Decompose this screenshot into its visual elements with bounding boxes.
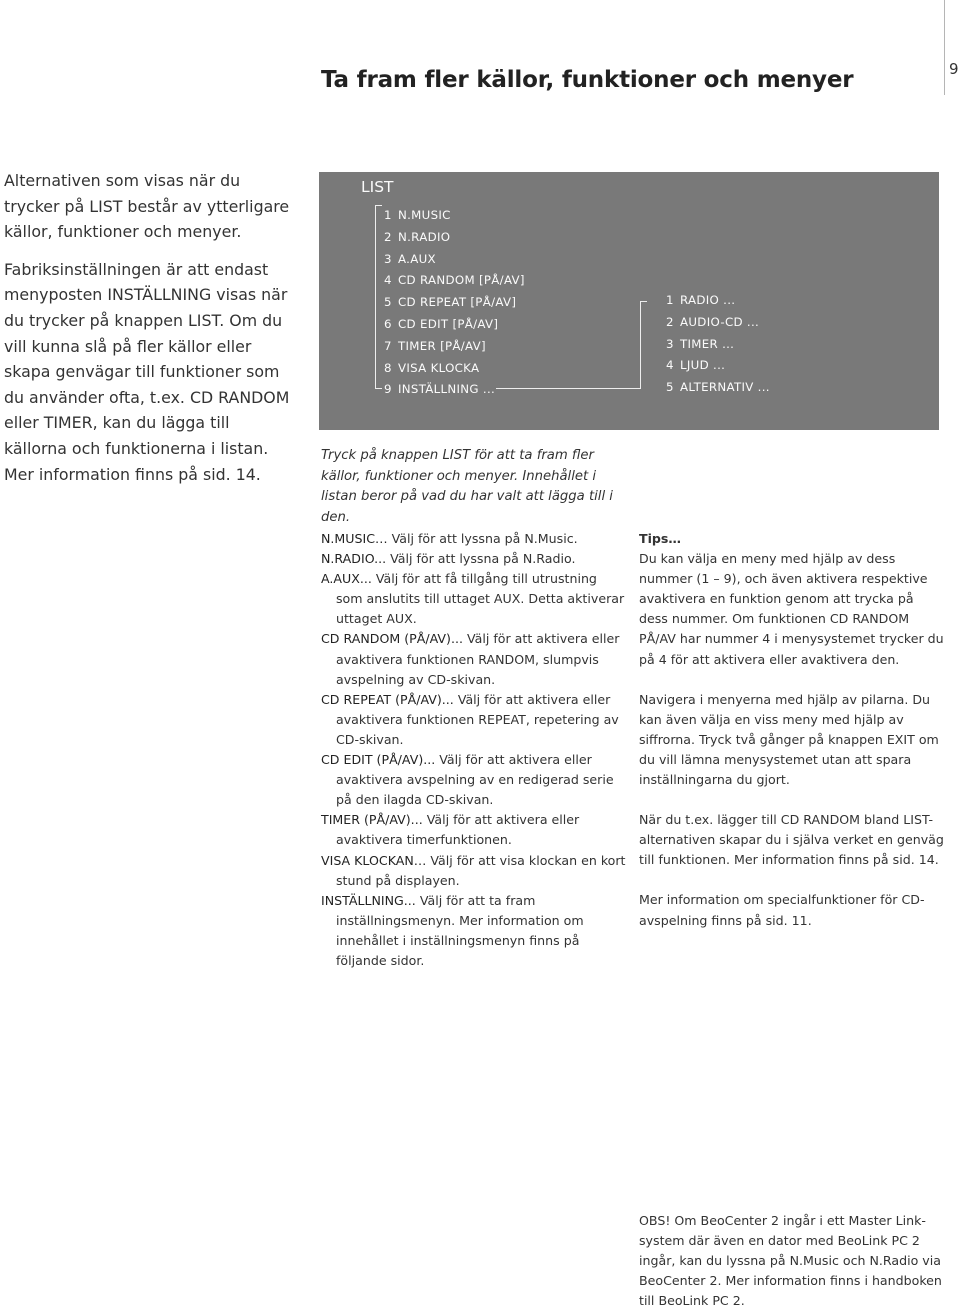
option-descriptions <box>321 529 626 971</box>
tips-paragraph: Navigera i menyerna med hjälp av pilarna. Du kan även välja en viss meny med hjälp av siffrorna. Tryck två gånger på knappen EXIT om du vill lämna menysystemet utan att spara inställningarna du gjort. <box>639 691 939 788</box>
tips-column <box>639 529 944 951</box>
submenu-item[interactable]: 3 TIMER ... <box>666 336 735 351</box>
menu-item[interactable]: 5 CD REPEAT [PÅ/AV] <box>384 295 517 310</box>
description-entry: A.AUX... Välj för att få tillgång till utrustning som anslutits till uttaget AUX. Detta aktiverar uttaget AUX. <box>321 571 625 627</box>
intro-paragraph-2: Fabriksinställningen är att endast menyposten INSTÄLLNING visas när du trycker på knappen LIST. Om du vill kunna slå på fler källor eller skapa genvägar till funktioner som du använder ofta, t.ex. CD RANDOM eller TIMER, kan du lägga till källorna och funktionerna i listan. Mer information finns på sid. 14. <box>4 259 290 484</box>
tips-heading: Tips… <box>639 531 682 546</box>
bracket-line <box>640 301 647 389</box>
settings-submenu-items <box>666 290 770 399</box>
tips-paragraph: Mer information om specialfunktioner för CD-avspelning finns på sid. 11. <box>639 892 925 928</box>
obs-note: OBS! Om BeoCenter 2 ingår i ett Master Link-system där även en dator med BeoLink PC 2 ingår, kan du lyssna på N.Music och N.Radio via BeoCenter 2. Mer information finns i handboken till BeoLink PC 2. <box>639 1213 942 1309</box>
intro-text <box>4 168 294 499</box>
menu-item[interactable]: 1 N.MUSIC <box>384 208 451 222</box>
menu-item[interactable]: 3 A.AUX <box>384 251 436 266</box>
description-entry: INSTÄLLNING... Välj för att ta fram inställningsmenyn. Mer information om innehållet i inställningsmenyn finns på följande sidor. <box>321 892 584 968</box>
menu-item[interactable]: 6 CD EDIT [PÅ/AV] <box>384 316 499 331</box>
description-entry: CD RANDOM (PÅ/AV)... Välj för att aktivera eller avaktivera funktionen RANDOM, slumpvis avspelning av CD-skivan. <box>321 631 620 687</box>
submenu-item[interactable]: 1 RADIO ... <box>666 293 736 307</box>
submenu-connector-line <box>496 388 640 389</box>
description-entry: N.MUSIC… Välj för att lyssna på N.Music. <box>321 531 578 546</box>
page-number: 9 <box>949 60 959 78</box>
menu-item[interactable]: 2 N.RADIO <box>384 229 451 244</box>
description-entry: CD REPEAT (PÅ/AV)... Välj för att aktivera eller avaktivera funktionen REPEAT, repetering av CD-skivan. <box>321 691 619 747</box>
menu-item[interactable]: 4 CD RANDOM [PÅ/AV] <box>384 273 525 288</box>
menu-title: LIST <box>361 178 394 196</box>
menu-item[interactable]: 9 INSTÄLLNING ... <box>384 382 496 397</box>
menu-item[interactable]: 8 VISA KLOCKA <box>384 360 480 375</box>
menu-item[interactable]: 7 TIMER [PÅ/AV] <box>384 338 486 353</box>
description-entry: TIMER (PÅ/AV)... Välj för att aktivera eller avaktivera timerfunktionen. <box>321 812 580 848</box>
tips-paragraph: När du t.ex. lägger till CD RANDOM bland LIST-alternativen skapar du i själva verket en genväg till funktionen. Mer information finns på sid. 14. <box>639 812 944 868</box>
intro-paragraph-1: Alternativen som visas när du trycker på LIST består av ytterligare källor, funktioner och menyer. <box>4 171 290 242</box>
tips-paragraph: Du kan välja en meny med hjälp av dess nummer (1 – 9), och även aktivera respektive avaktivera en funktion genom att trycka på dess nummer. Om funktionen CD RANDOM PÅ/AV har nummer 4 i menysystemet trycker du på 4 för att aktivera eller avaktivera den. <box>639 551 944 667</box>
page-edge-rule <box>944 0 945 95</box>
page-title: Ta fram fler källor, funktioner och menyer <box>321 67 854 94</box>
description-entry: VISA KLOCKAN… Välj för att visa klockan en kort stund på displayen. <box>321 852 626 888</box>
list-menu-items <box>384 205 525 401</box>
list-menu-panel <box>319 172 939 430</box>
description-entry: N.RADIO... Välj för att lyssna på N.Radio. <box>321 551 576 567</box>
menu-caption: Tryck på knappen LIST för att ta fram fler källor, funktioner och menyer. Innehållet i listan beror på vad du har valt att lägga till i den. <box>321 448 613 525</box>
submenu-item[interactable]: 4 LJUD ... <box>666 358 726 373</box>
submenu-item[interactable]: 2 AUDIO-CD ... <box>666 314 760 329</box>
submenu-item[interactable]: 5 ALTERNATIV ... <box>666 380 770 395</box>
bracket-line <box>375 216 382 389</box>
description-entry: CD EDIT (PÅ/AV)... Välj för att aktivera eller avaktivera avspelning av en redigerad serie på den ilagda CD-skivan. <box>321 752 614 808</box>
